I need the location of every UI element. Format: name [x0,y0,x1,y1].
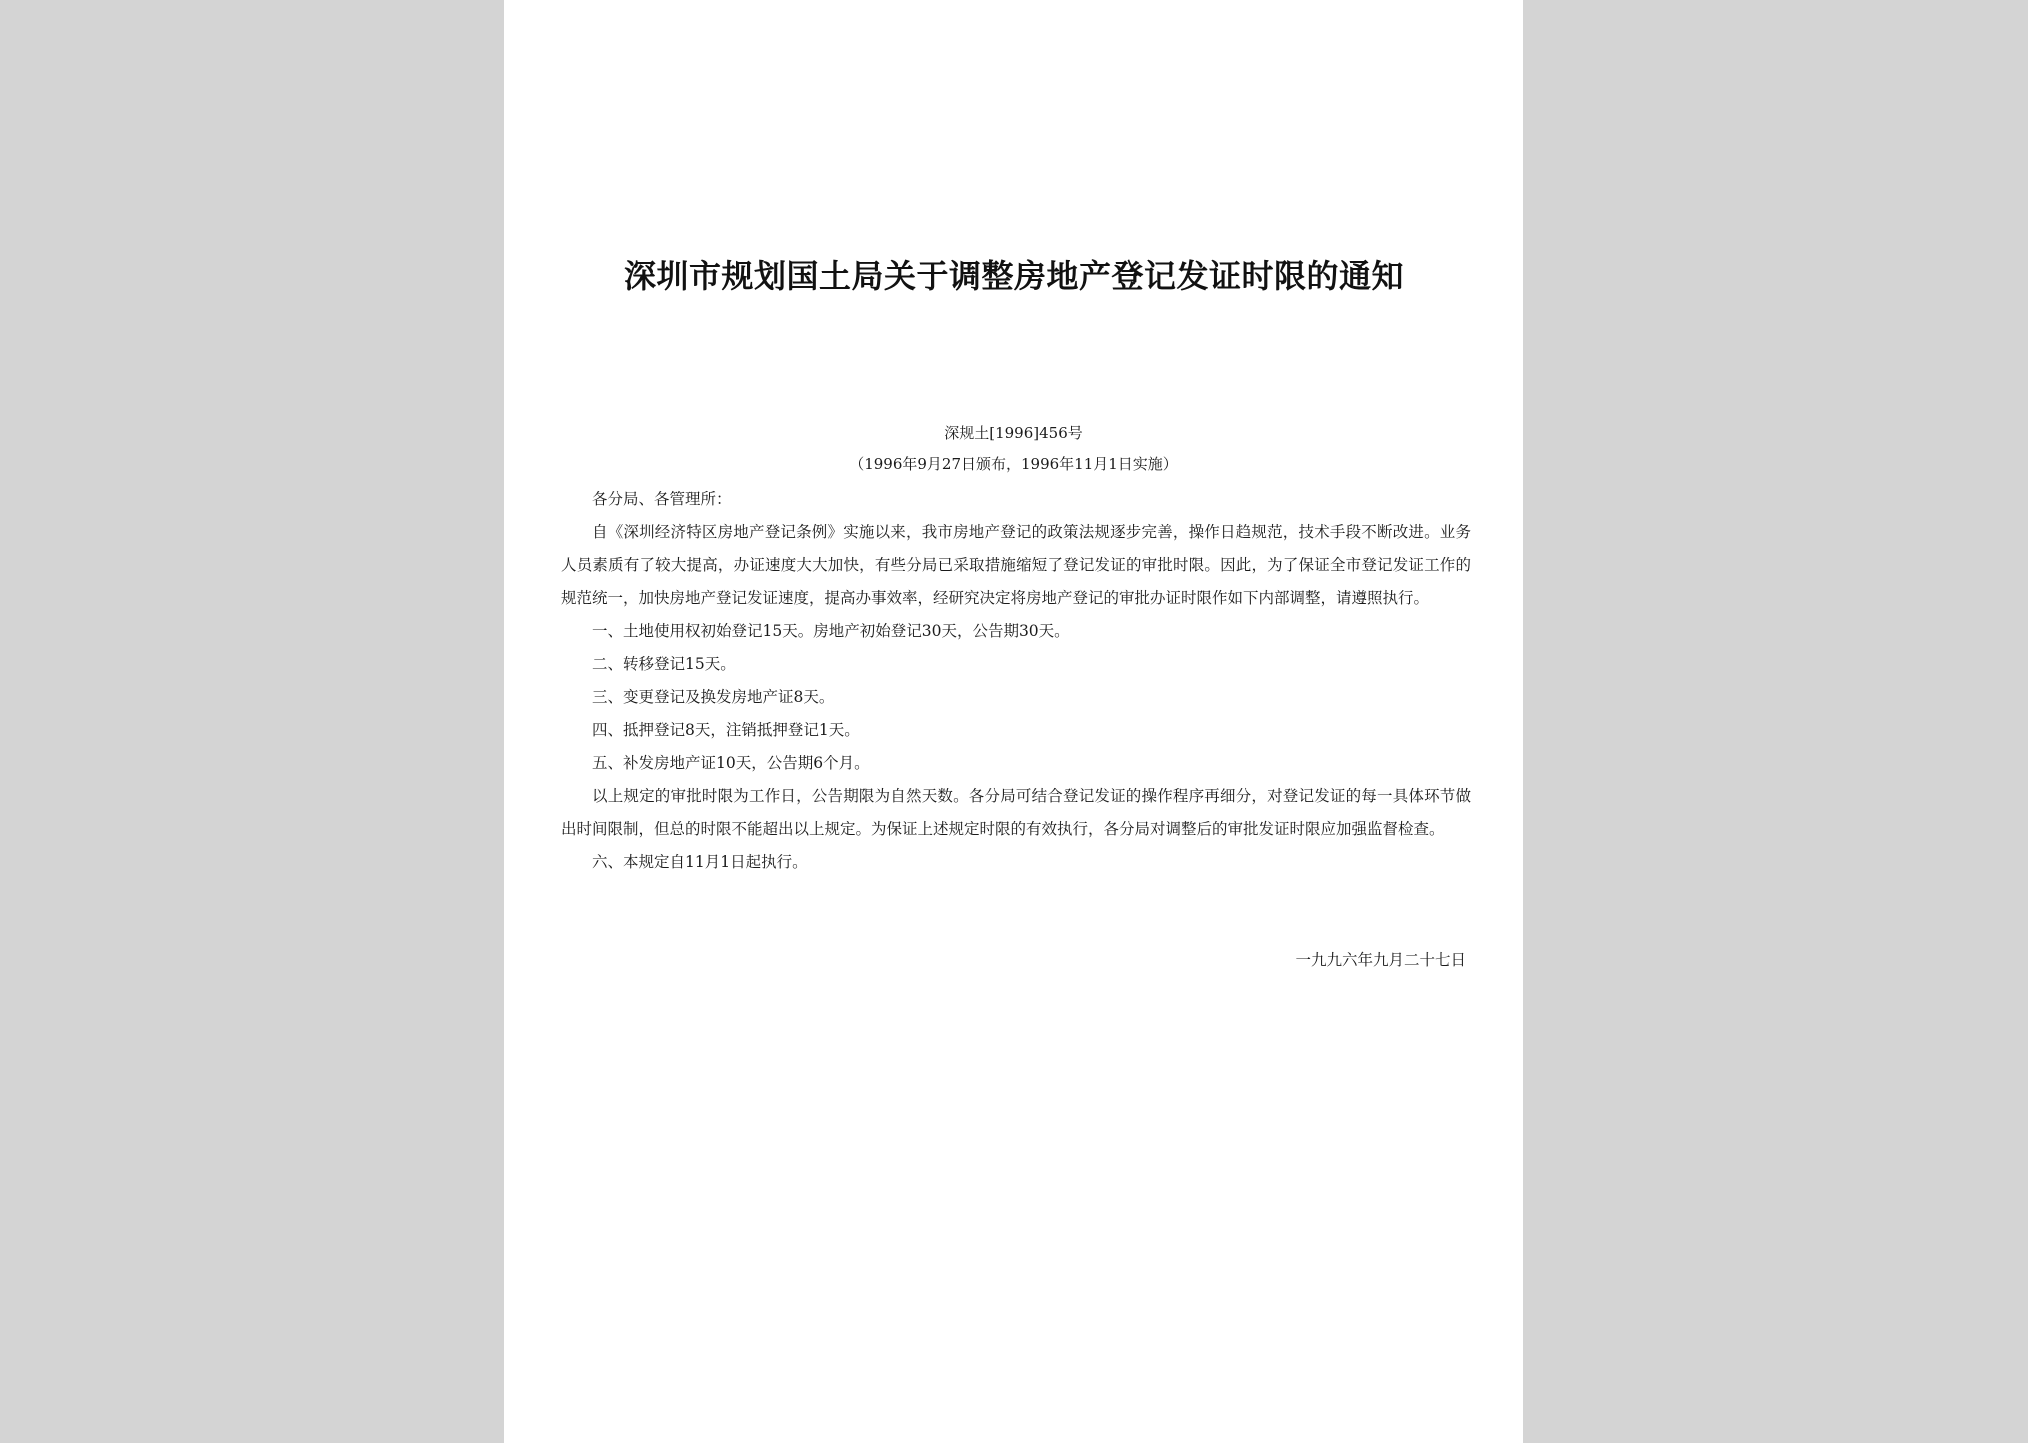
list-item: 四、抵押登记8天，注销抵押登记1天。 [592,721,860,739]
document-number: 深规土[1996]456号 [944,424,1083,442]
document-page [504,0,1523,1443]
salutation: 各分局、各管理所： [592,490,732,508]
list-item: 三、变更登记及换发房地产证8天。 [592,688,835,706]
intro-paragraph: 自《深圳经济特区房地产登记条例》实施以来，我市房地产登记的政策法规逐步完善，操作日趋规范，技术手段不断改进。业务人员素质有了较大提高，办证速度大大加快，有些分局已采取措施缩短了登记发证的审批时限。因此，为了保证全市登记发证工作的规范统一，加快房地产登记发证速度，提高办事效率，经研究决定将房地产登记的审批办证时限作如下内部调整，请遵照执行。 [561,523,1471,607]
document-title: 深圳市规划国土局关于调整房地产登记发证时限的通知 [623,257,1404,295]
effective-clause: 六、本规定自11月1日起执行。 [592,853,808,871]
signing-date: 一九九六年九月二十七日 [1295,951,1466,969]
list-item: 五、补发房地产证10天，公告期6个月。 [592,754,870,772]
document-body [561,483,1471,879]
note-paragraph: 以上规定的审批时限为工作日，公告期限为自然天数。各分局可结合登记发证的操作程序再细分，对登记发证的每一具体环节做出时间限制，但总的时限不能超出以上规定。为保证上述规定时限的有效执行，各分局对调整后的审批发证时限应加强监督检查。 [561,787,1471,838]
list-item: 一、土地使用权初始登记15天。房地产初始登记30天，公告期30天。 [592,622,1070,640]
list-item: 二、转移登记15天。 [592,655,736,673]
document-dates: （1996年9月27日颁布，1996年11月1日实施） [849,455,1178,473]
